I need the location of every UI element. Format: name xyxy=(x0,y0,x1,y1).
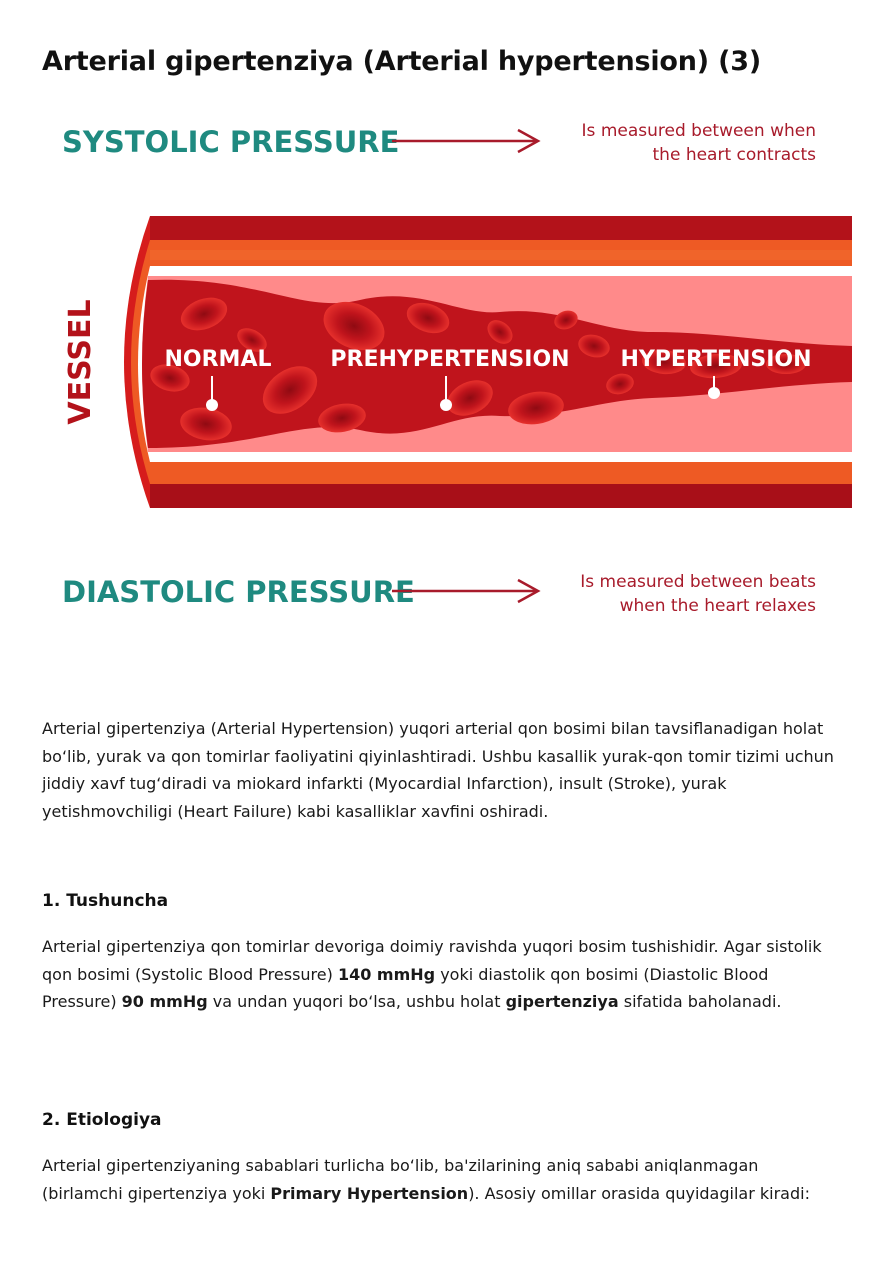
diastolic-pressure-title: DIASTOLIC PRESSURE xyxy=(62,575,415,609)
page-title: Arterial gipertenziya (Arterial hypertension) (3) xyxy=(42,46,761,77)
section-etiology xyxy=(42,1108,842,1207)
etiology-text-1: Arterial gipertenziyaning sabablari turlicha bo‘lib, ba'zilarining aniq sababi aniqlanmagan (birlamchi gipertenziya yoki xyxy=(42,1156,759,1203)
hypertension-term: gipertenziya xyxy=(505,992,619,1011)
concept-text-3: va undan yuqori bo‘lsa, ushbu holat xyxy=(207,992,506,1011)
diastolic-note-line1: Is measured between beats xyxy=(580,572,816,592)
section-heading-etiology: 2. Etiologiya xyxy=(42,1110,162,1130)
systolic-threshold-value: 140 mmHg xyxy=(337,964,436,984)
concept-text-2: yoki diastolik qon bosimi (Diastolic Blood Pressure) xyxy=(42,964,769,1011)
intro-paragraph: Arterial gipertenziya (Arterial Hypertension) yuqori arterial qon bosimi bilan tavsiflanadigan holat bo‘lib, yurak va qon tomirlar faoliyatini qiyinlashtiradi. Ushbu kasallik yurak-qon tomir tizimi uchun jiddiy xavf tug‘diradi va miokard infarkti (Myocardial Infarction), insult (Stroke), yurak yetishmovchiligi (Heart Failure) kabi kasalliklar xavfini oshiradi. xyxy=(42,719,834,821)
section-concept xyxy=(42,889,842,1016)
concept-text-4: sifatida baholanadi. xyxy=(618,992,782,1011)
etiology-paragraph xyxy=(42,1152,842,1207)
stage-label-normal: NORMAL xyxy=(164,347,272,372)
vessel-label: VESSEL xyxy=(63,299,98,425)
section-heading-concept: 1. Tushuncha xyxy=(42,891,169,911)
diastolic-note-line2: when the heart relaxes xyxy=(619,596,816,616)
systolic-note-line2: the heart contracts xyxy=(652,145,816,165)
blood-pressure-vessel-figure xyxy=(0,100,894,640)
primary-hypertension-term: Primary Hypertension xyxy=(270,1183,469,1203)
systolic-note-line1: Is measured between when xyxy=(581,121,816,141)
intro-section xyxy=(42,715,842,825)
concept-paragraph xyxy=(42,933,842,1016)
systolic-arrow-icon xyxy=(392,130,538,152)
stage-label-hypertension: HYPERTENSION xyxy=(620,347,812,372)
concept-text-1: Arterial gipertenziya qon tomirlar devoriga doimiy ravishda yuqori bosim tushishidir. Agar sistolik qon bosimi (Systolic Blood Pressure) xyxy=(42,937,822,984)
systolic-pressure-title: SYSTOLIC PRESSURE xyxy=(62,125,400,159)
diastolic-threshold-value: 90 mmHg xyxy=(121,992,208,1011)
etiology-text-2: ). Asosiy omillar orasida quyidagilar kiradi: xyxy=(468,1183,810,1203)
stage-label-prehypertension: PREHYPERTENSION xyxy=(330,347,570,372)
